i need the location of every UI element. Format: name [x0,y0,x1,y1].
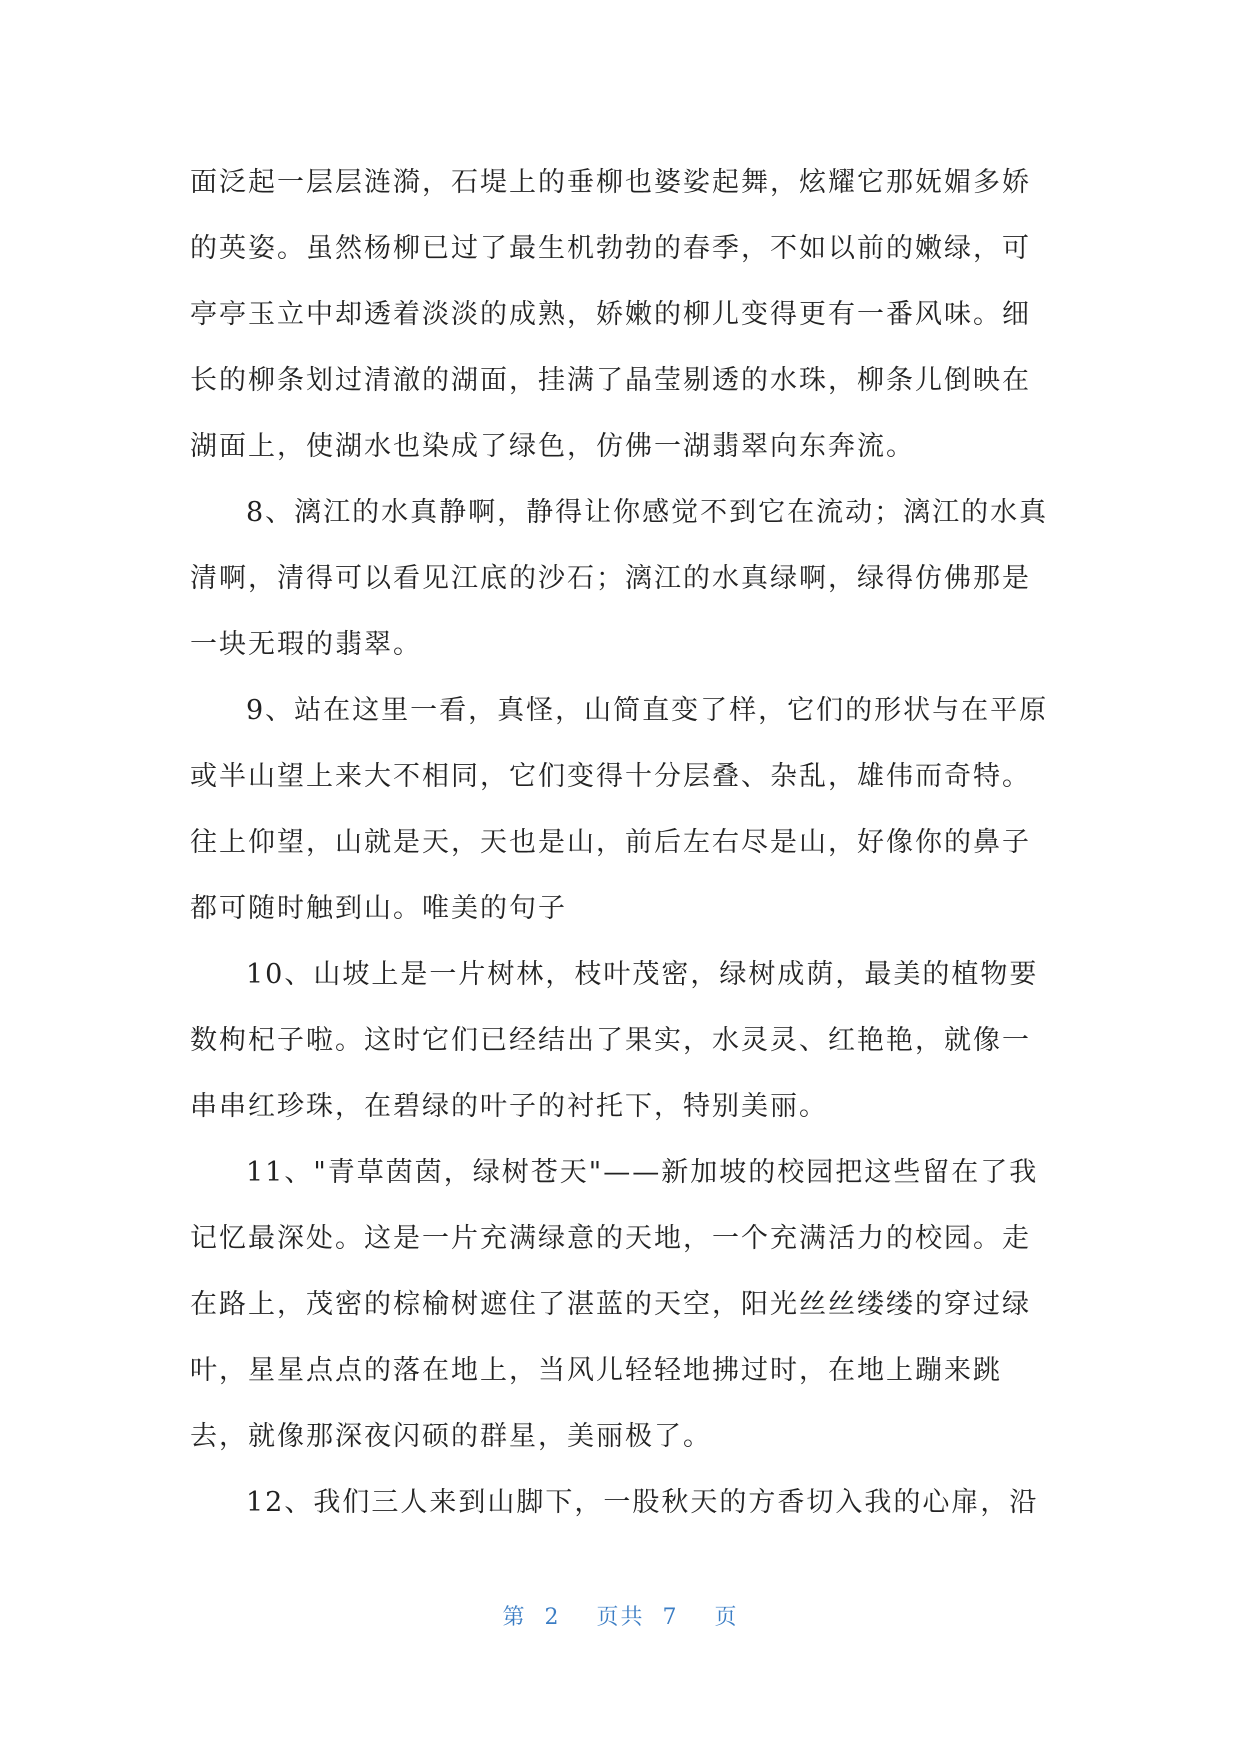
text-line: 记忆最深处。这是一片充满绿意的天地，一个充满活力的校园。走 [190,1223,1031,1254]
total-page-number: 7 [662,1605,679,1630]
text-line: 长的柳条划过清澈的湖面，挂满了晶莹剔透的水珠，柳条儿倒映在 [190,365,1031,396]
text-line: 串串红珍珠，在碧绿的叶子的衬托下，特别美丽。 [190,1091,828,1122]
text-line: 数枸杞子啦。这时它们已经结出了果实，水灵灵、红艳艳，就像一 [190,1025,1031,1056]
text-line: 亭亭玉立中却透着淡淡的成熟，娇嫩的柳儿变得更有一番风味。细 [190,299,1031,330]
text-line: 清啊，清得可以看见江底的沙石；漓江的水真绿啊，绿得仿佛那是 [190,563,1031,594]
text-line: 一块无瑕的翡翠。 [190,629,422,660]
text-line: 或半山望上来大不相同，它们变得十分层叠、杂乱，雄伟而奇特。 [190,761,1031,792]
text-line: 去，就像那深夜闪硕的群星，美丽极了。 [190,1421,712,1452]
text-line: 在路上，茂密的棕榆树遮住了湛蓝的天空，阳光丝丝缕缕的穿过绿 [190,1289,1031,1320]
body-text [190,150,1050,1536]
paragraph-start-10: 10、山坡上是一片树林，枝叶茂密，绿树成荫，最美的植物要 [246,959,1039,990]
text-line: 湖面上，使湖水也染成了绿色，仿佛一湖翡翠向东奔流。 [190,431,915,462]
paragraph-start-12: 12、我们三人来到山脚下，一股秋天的方香切入我的心扉，沿 [246,1487,1039,1518]
paragraph-start-8: 8、漓江的水真静啊，静得让你感觉不到它在流动；漓江的水真 [246,497,1049,528]
page-middle: 页共 [596,1605,645,1630]
text-line: 的英姿。虽然杨柳已过了最生机勃勃的春季，不如以前的嫩绿，可 [190,233,1031,264]
page-number-footer [0,1600,1241,1631]
text-line: 面泛起一层层涟漪，石堤上的垂柳也婆娑起舞，炫耀它那妩媚多娇 [190,167,1031,198]
text-line: 都可随时触到山。唯美的句子 [190,893,567,924]
current-page-number: 2 [544,1605,561,1630]
text-line: 叶，星星点点的落在地上，当风儿轻轻地拂过时，在地上蹦来跳 [190,1355,1002,1386]
page-suffix: 页 [714,1605,739,1630]
paragraph-start-9: 9、站在这里一看，真怪，山简直变了样，它们的形状与在平原 [246,695,1049,726]
text-line: 往上仰望，山就是天，天也是山，前后左右尽是山，好像你的鼻子 [190,827,1031,858]
page-prefix: 第 [502,1605,527,1630]
paragraph-start-11: 11、"青草茵茵，绿树苍天"——新加坡的校园把这些留在了我 [246,1157,1039,1188]
